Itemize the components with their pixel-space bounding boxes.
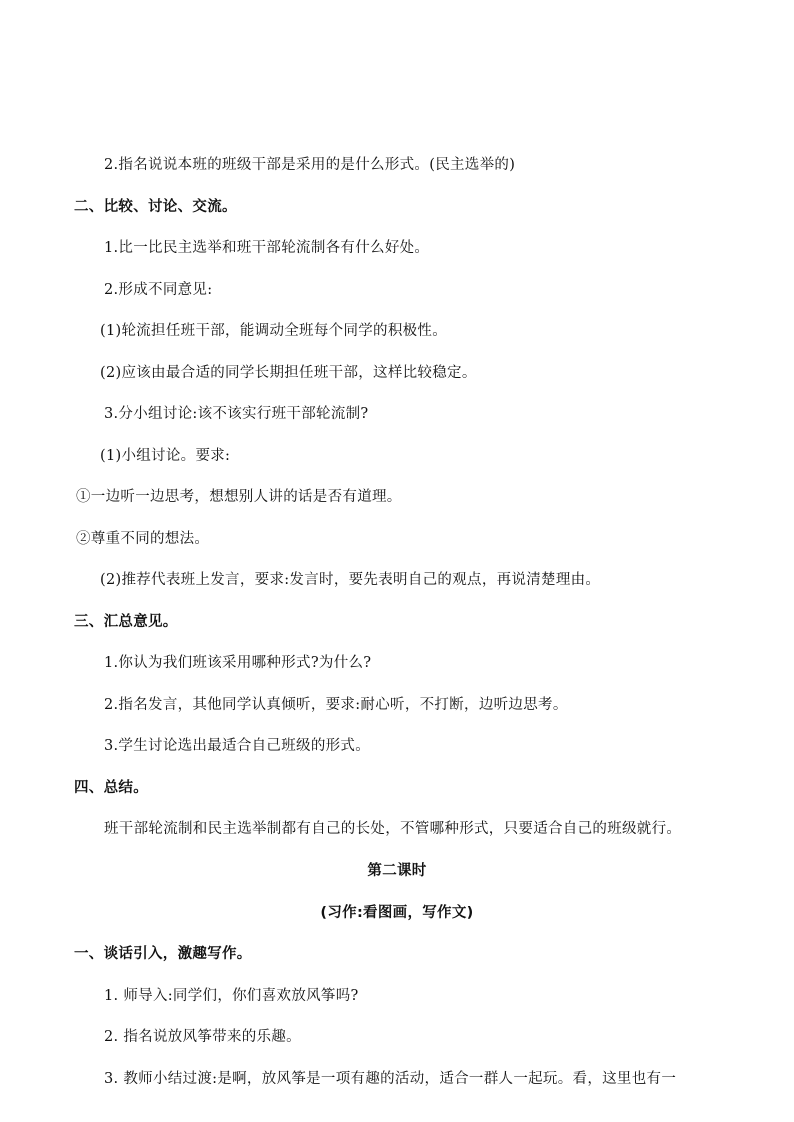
paragraph: (2)应该由最合适的同学长期担任班干部，这样比较稳定。 xyxy=(100,365,477,381)
paragraph: (1)小组讨论。要求: xyxy=(100,448,231,464)
lesson-title: 第二课时 xyxy=(367,863,427,879)
section-heading: 二、比较、讨论、交流。 xyxy=(74,199,237,215)
paragraph: 3.分小组讨论:该不该实行班干部轮流制? xyxy=(104,406,369,422)
paragraph: 2.形成不同意见: xyxy=(104,282,213,298)
section-heading: 三、汇总意见。 xyxy=(74,614,178,630)
section-heading: 一、谈话引入，激趣写作。 xyxy=(74,946,252,962)
paragraph: 2.指名说说本班的班级干部是采用的是什么形式。(民主选举的) xyxy=(104,157,516,173)
paragraph: 3.学生讨论选出最适合自己班级的形式。 xyxy=(104,738,371,754)
paragraph: 1. 师导入:同学们，你们喜欢放风筝吗? xyxy=(104,988,359,1004)
paragraph: 1.比一比民主选举和班干部轮流制各有什么好处。 xyxy=(104,240,430,256)
paragraph: (2)推荐代表班上发言，要求:发言时，要先表明自己的观点，再说清楚理由。 xyxy=(100,572,601,588)
paragraph: ②尊重不同的想法。 xyxy=(76,531,210,547)
paragraph: ①一边听一边思考，想想别人讲的话是否有道理。 xyxy=(76,489,402,505)
paragraph: 3. 教师小结过渡:是啊，放风筝是一项有趣的活动，适合一群人一起玩。看，这里也有一 xyxy=(104,1071,677,1087)
paragraph: 1.你认为我们班该采用哪种形式?为什么? xyxy=(104,655,372,671)
paragraph: (1)轮流担任班干部，能调动全班每个同学的积极性。 xyxy=(100,323,448,339)
paragraph: 班干部轮流制和民主选举制都有自己的长处，不管哪种形式，只要适合自己的班级就行。 xyxy=(104,821,682,837)
paragraph: 2. 指名说放风筝带来的乐趣。 xyxy=(104,1029,301,1045)
paragraph: 2.指名发言，其他同学认真倾听，要求:耐心听，不打断，边听边思考。 xyxy=(104,697,568,713)
lesson-subtitle: (习作:看图画，写作文) xyxy=(320,905,474,921)
section-heading: 四、总结。 xyxy=(74,780,148,796)
